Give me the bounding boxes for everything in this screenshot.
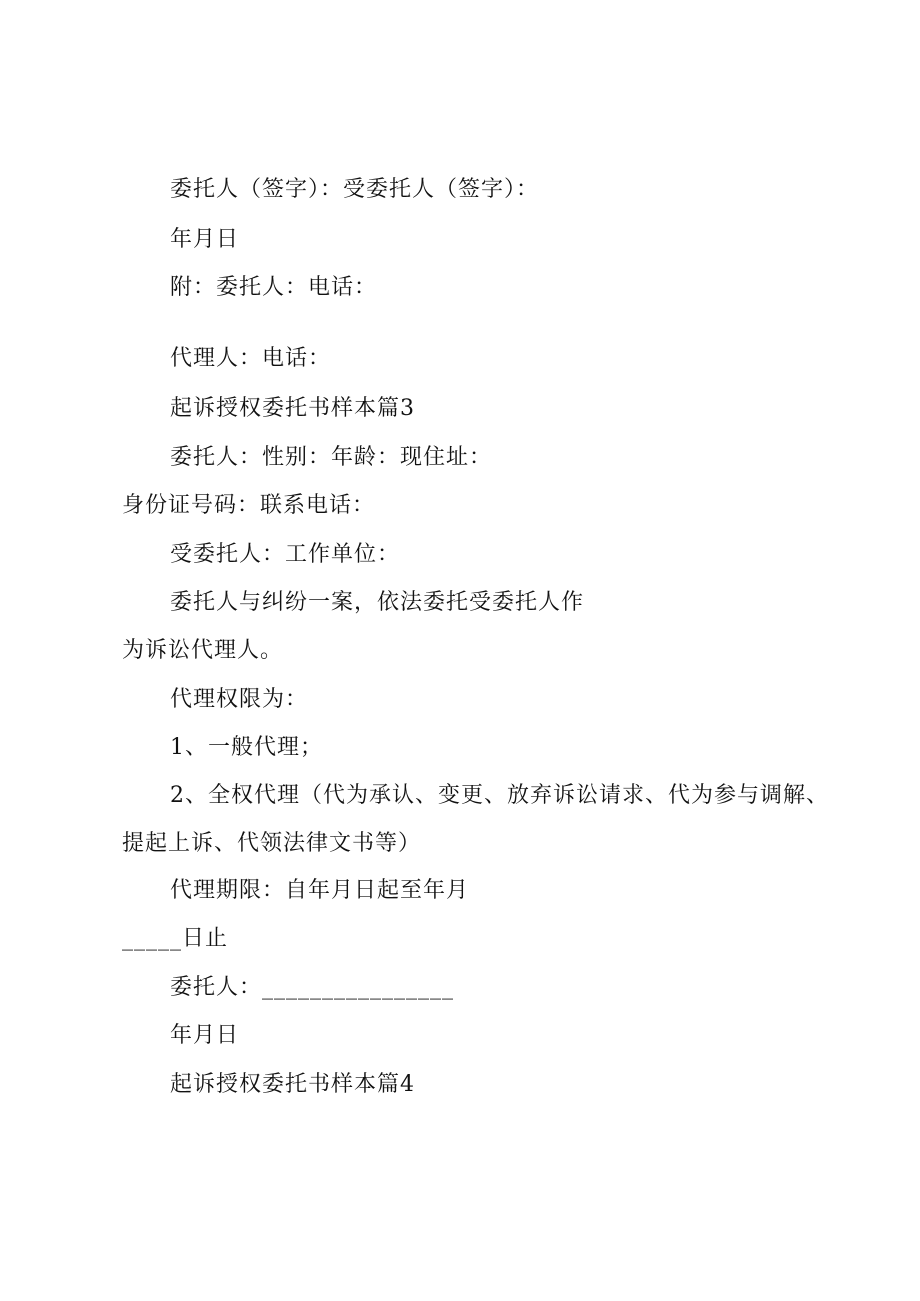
client-info-line: 委托人：性别：年龄：现住址： xyxy=(170,445,493,470)
authority-item-2-line-2: 提起上诉、代领法律文书等） xyxy=(122,831,422,856)
trustee-employer-line: 受委托人：工作单位： xyxy=(170,542,401,567)
entrust-paragraph-line-1: 委托人与纠纷一案，依法委托受委托人作 xyxy=(170,590,585,615)
closing-date-line: 年月日 xyxy=(170,1023,240,1048)
id-contact-line: 身份证号码：联系电话： xyxy=(122,493,376,518)
signature-line: 委托人（签字）：受委托人（签字）： xyxy=(170,177,540,202)
agency-term-line-1: 代理期限：自年月日起至年月 xyxy=(170,878,470,903)
section-heading-4: 起诉授权委托书样本篇4 xyxy=(170,1072,415,1097)
agent-phone: 代理人：电话： xyxy=(170,346,332,371)
client-signature-line: 委托人：________________ xyxy=(170,975,455,1000)
date-line: 年月日 xyxy=(170,227,240,252)
section-heading-3: 起诉授权委托书样本篇3 xyxy=(170,396,415,421)
authority-item-2-line-1: 2、全权代理（代为承认、变更、放弃诉讼请求、代为参与调解、 xyxy=(170,783,829,808)
authority-item-1: 1、一般代理； xyxy=(170,735,323,760)
authority-heading: 代理权限为： xyxy=(170,687,309,712)
appendix-client-phone: 附：委托人：电话： xyxy=(170,275,378,300)
entrust-paragraph-line-2: 为诉讼代理人。 xyxy=(122,638,284,663)
agency-term-line-2: _____日止 xyxy=(122,926,229,951)
